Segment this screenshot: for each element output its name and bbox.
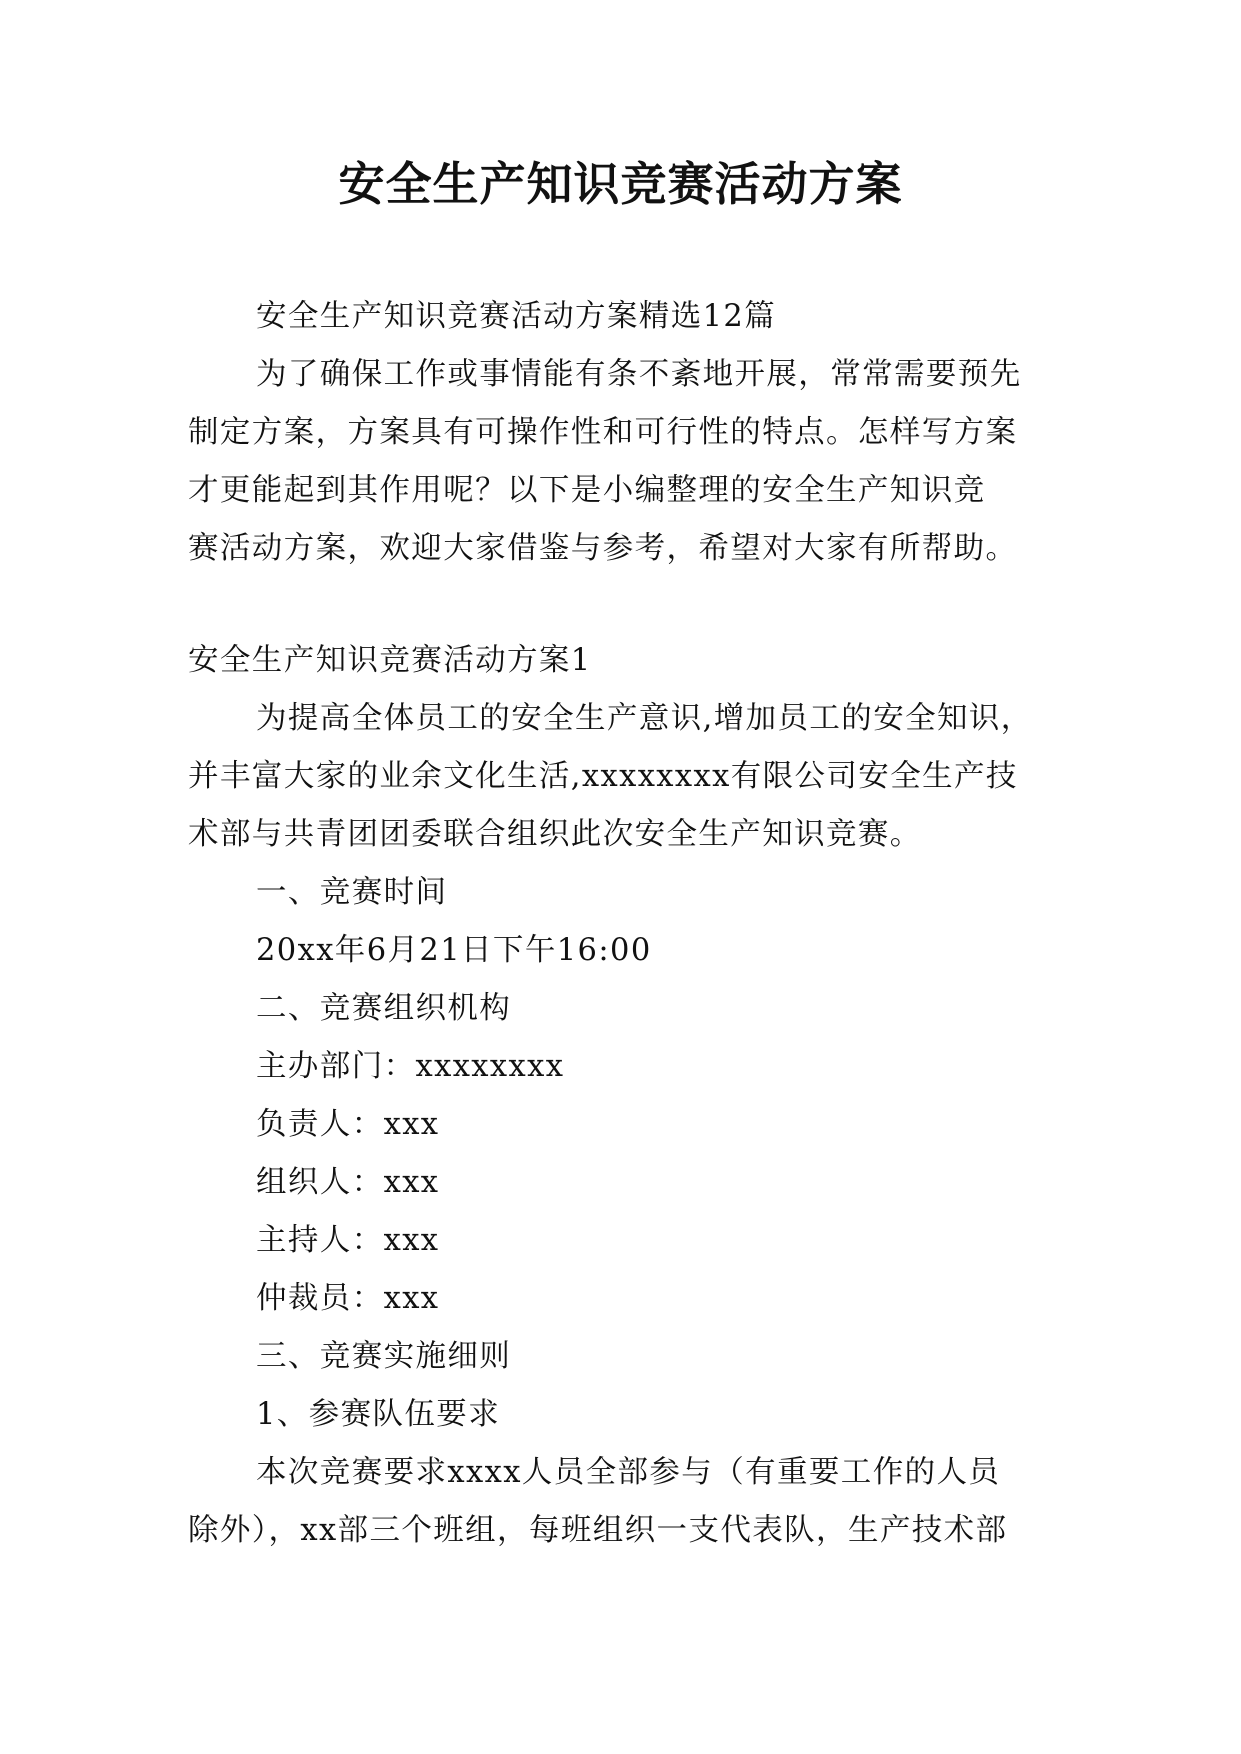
paragraph-line: 仲裁员：xxx bbox=[256, 1281, 440, 1316]
paragraph-line: 主办部门：xxxxxxxx bbox=[256, 1049, 565, 1084]
paragraph-line: 除外），xx部三个班组，每班组织一支代表队，生产技术部 bbox=[188, 1513, 1008, 1548]
paragraph-line: 20xx年6月21日下午16:00 bbox=[256, 933, 652, 968]
section-heading: 安全生产知识竞赛活动方案1 bbox=[188, 643, 592, 678]
paragraph-line: 制定方案，方案具有可操作性和可行性的特点。怎样写方案 bbox=[188, 415, 1018, 450]
paragraph-line: 组织人：xxx bbox=[256, 1165, 440, 1200]
paragraph-line: 并丰富大家的业余文化生活,xxxxxxxx有限公司安全生产技 bbox=[188, 759, 1018, 794]
subsection-heading: 二、竞赛组织机构 bbox=[256, 991, 512, 1026]
paragraph-line: 才更能起到其作用呢？以下是小编整理的安全生产知识竞 bbox=[188, 473, 986, 508]
paragraph-line: 为提高全体员工的安全生产意识,增加员工的安全知识， bbox=[256, 701, 1033, 736]
paragraph-line: 负责人：xxx bbox=[256, 1107, 440, 1142]
subsection-heading: 1、参赛队伍要求 bbox=[256, 1397, 501, 1432]
subsection-heading: 一、竞赛时间 bbox=[256, 875, 448, 910]
document-title: 安全生产知识竞赛活动方案 bbox=[338, 157, 903, 211]
paragraph-line: 主持人：xxx bbox=[256, 1223, 440, 1258]
paragraph-line: 为了确保工作或事情能有条不紊地开展，常常需要预先 bbox=[256, 357, 1022, 392]
paragraph-line: 赛活动方案，欢迎大家借鉴与参考，希望对大家有所帮助。 bbox=[188, 531, 1018, 566]
intro-subtitle: 安全生产知识竞赛活动方案精选12篇 bbox=[256, 299, 777, 334]
subsection-heading: 三、竞赛实施细则 bbox=[256, 1339, 512, 1374]
paragraph-line: 本次竞赛要求xxxx人员全部参与（有重要工作的人员 bbox=[256, 1455, 1001, 1490]
paragraph-line: 术部与共青团团委联合组织此次安全生产知识竞赛。 bbox=[188, 817, 922, 852]
